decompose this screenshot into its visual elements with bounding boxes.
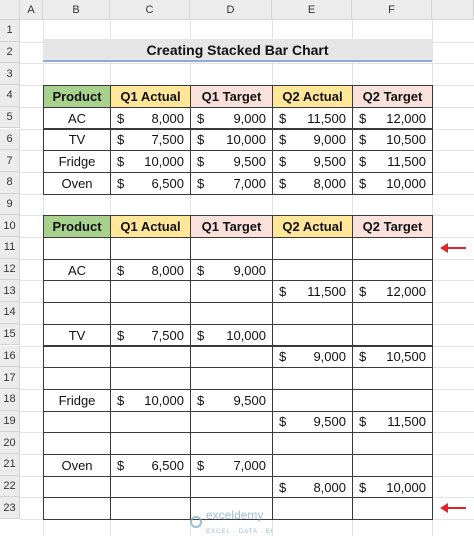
gridline-horizontal [20,63,474,64]
currency-symbol: $ [197,262,205,278]
table1-product-2[interactable] [43,150,111,173]
table2-empty-cell[interactable] [43,280,111,303]
table2-q1-actual-0-value: 8,000 [151,262,184,278]
table2-product-1[interactable] [43,324,111,347]
table1-q2-target-3-value: 10,000 [386,175,426,191]
table2-empty-cell[interactable] [352,324,433,347]
exceldemy-watermark [190,508,274,536]
table2-empty-cell[interactable] [110,302,191,325]
row-header-10[interactable]: 10 [0,215,20,237]
currency-symbol: $ [359,284,367,300]
table2-empty-cell[interactable] [110,280,191,303]
table2-q2-actual-3[interactable] [272,476,353,499]
table2-empty-cell[interactable] [190,432,273,455]
table2-empty-cell[interactable] [110,476,191,499]
table2-q1-actual-0[interactable] [110,259,191,282]
table1-q1-actual-1-value: 7,500 [151,132,184,148]
watermark-name: exceldemy [206,508,264,522]
table1-q2-actual-3-value: 8,000 [313,175,346,191]
column-header-c[interactable]: C [110,0,190,20]
table2-empty-cell[interactable] [352,389,433,412]
table1-product-3[interactable] [43,172,111,195]
row-header-19[interactable]: 19 [0,411,20,433]
column-header-e[interactable]: E [272,0,352,20]
table2-empty-cell[interactable] [272,367,353,390]
row-header-6[interactable]: 6 [0,129,20,151]
table2-empty-cell[interactable] [352,367,433,390]
currency-symbol: $ [359,479,367,495]
arrow-shaft [446,507,466,509]
currency-symbol: $ [279,479,287,495]
column-header-d[interactable]: D [190,0,272,20]
currency-symbol: $ [197,110,205,126]
table1-q1-actual-1[interactable] [110,129,191,152]
table2-empty-cell[interactable] [352,302,433,325]
table1-product-2-text: Fridge [58,154,96,170]
table2-empty-cell[interactable] [43,476,111,499]
column-header-g [432,0,474,20]
table2-header-4-text: Q2 Target [362,219,423,235]
currency-symbol: $ [359,110,367,126]
red-arrow-indicator [440,243,466,253]
table2-empty-cell[interactable] [190,280,273,303]
title-underline [43,60,432,62]
exceldemy-logo-icon [190,516,202,528]
table2-q2-actual-0[interactable] [272,280,353,303]
table1-q1-target-3-value: 7,000 [233,175,266,191]
table2-empty-cell[interactable] [110,346,191,369]
row-header-11[interactable]: 11 [0,237,20,259]
currency-symbol: $ [279,414,287,430]
table1-q1-target-0[interactable] [190,107,273,130]
table2-empty-cell[interactable] [110,432,191,455]
row-header-5[interactable]: 5 [0,107,20,129]
table2-empty-cell[interactable] [352,237,433,260]
table1-q2-actual-2-value: 9,500 [313,154,346,170]
table1-product-0[interactable] [43,107,111,130]
table2-empty-cell[interactable] [272,237,353,260]
currency-symbol: $ [359,414,367,430]
table2-empty-cell[interactable] [272,497,353,520]
table2-q1-actual-1-value: 7,500 [151,327,184,343]
table2-q1-actual-2[interactable] [110,389,191,412]
table1-header-1[interactable] [110,85,191,108]
row-header-12[interactable]: 12 [0,259,20,281]
arrow-shaft [446,247,466,249]
currency-symbol: $ [197,175,205,191]
table2-header-1[interactable] [110,215,191,238]
currency-symbol: $ [117,132,125,148]
table2-q1-target-2-value: 9,500 [233,392,266,408]
table2-q2-target-0-value: 12,000 [386,284,426,300]
table2-q2-actual-0-value: 11,500 [307,284,346,300]
table1-q1-target-2[interactable] [190,150,273,173]
column-header-a[interactable]: A [20,0,43,20]
table2-header-2[interactable] [190,215,273,238]
table2-product-0[interactable] [43,259,111,282]
table2-q2-actual-1[interactable] [272,346,353,369]
table1-header-0-text: Product [52,88,102,104]
table1-q2-target-0-value: 12,000 [386,110,426,126]
currency-symbol: $ [279,284,287,300]
table1-q1-actual-0-value: 8,000 [151,110,184,126]
currency-symbol: $ [117,175,125,191]
table2-q2-target-3-value: 10,000 [386,479,426,495]
table2-q1-target-1-value: 10,000 [226,327,266,343]
table1-product-0-text: AC [67,110,87,126]
currency-symbol: $ [279,349,287,365]
table2-q1-target-0-value: 9,000 [233,262,266,278]
table2-empty-cell[interactable] [352,454,433,477]
row-header-16[interactable]: 16 [0,346,20,368]
table2-empty-cell[interactable] [43,411,111,434]
table2-product-1-text: TV [68,327,86,343]
table2-empty-cell[interactable] [272,389,353,412]
table1-q2-target-3[interactable] [352,172,433,195]
table2-empty-cell[interactable] [272,302,353,325]
row-header-9[interactable]: 9 [0,194,20,216]
table2-empty-cell[interactable] [272,324,353,347]
table2-q1-actual-3-value: 6,500 [151,457,184,473]
table1-q2-actual-2[interactable] [272,150,353,173]
table2-empty-cell[interactable] [190,237,273,260]
table2-empty-cell[interactable] [272,259,353,282]
table1-header-0[interactable] [43,85,111,108]
table1-header-3-text: Q2 Actual [282,88,343,104]
table2-q2-target-2[interactable] [352,411,433,434]
table2-empty-cell[interactable] [43,497,111,520]
table2-product-3-text: Oven [61,457,93,473]
table1-q1-target-0-value: 9,000 [233,110,266,126]
row-header-13[interactable]: 13 [0,280,20,302]
table2-product-3[interactable] [43,454,111,477]
currency-symbol: $ [117,154,125,170]
table2-empty-cell[interactable] [352,497,433,520]
table2-empty-cell[interactable] [190,346,273,369]
column-header-f[interactable]: F [352,0,432,20]
currency-symbol: $ [197,392,205,408]
table2-empty-cell[interactable] [190,302,273,325]
currency-symbol: $ [279,132,287,148]
row-header-18[interactable]: 18 [0,389,20,411]
table2-empty-cell[interactable] [110,411,191,434]
table1-header-1-text: Q1 Actual [120,88,181,104]
table1-q2-target-1[interactable] [352,129,433,152]
currency-symbol: $ [197,154,205,170]
currency-symbol: $ [279,175,287,191]
table1-header-2-text: Q1 Target [201,88,262,104]
row-header-4[interactable]: 4 [0,85,20,107]
table1-product-1[interactable] [43,129,111,152]
watermark-tagline: EXCEL · DATA · BI [206,529,274,535]
table2-product-2[interactable] [43,389,111,412]
table1-q1-actual-2[interactable] [110,150,191,173]
table2-empty-cell[interactable] [272,454,353,477]
table1-header-4[interactable] [352,85,433,108]
table2-q2-actual-2-value: 9,500 [313,414,346,430]
row-header-3[interactable]: 3 [0,63,20,85]
row-header-8[interactable]: 8 [0,172,20,194]
currency-symbol: $ [359,132,367,148]
currency-symbol: $ [359,154,367,170]
watermark-brand [206,508,274,536]
row-header-1[interactable]: 1 [0,20,20,42]
table1-q1-target-3[interactable] [190,172,273,195]
row-header-23[interactable]: 23 [0,497,20,519]
table2-header-1-text: Q1 Actual [120,219,181,235]
table1-header-2[interactable] [190,85,273,108]
table2-q2-target-1[interactable] [352,346,433,369]
table1-q2-actual-1-value: 9,000 [313,132,346,148]
table1-q2-actual-3[interactable] [272,172,353,195]
table2-empty-cell[interactable] [43,346,111,369]
table2-q2-target-2-value: 11,500 [387,414,426,430]
red-arrow-indicator [440,503,466,513]
row-header-22[interactable]: 22 [0,476,20,498]
currency-symbol: $ [359,175,367,191]
table2-empty-cell[interactable] [110,367,191,390]
currency-symbol: $ [117,457,125,473]
table1-q2-actual-0[interactable] [272,107,353,130]
table1-q1-actual-0[interactable] [110,107,191,130]
row-header-7[interactable]: 7 [0,150,20,172]
table1-q1-actual-2-value: 10,000 [144,154,184,170]
table1-q1-target-1-value: 10,000 [226,132,266,148]
table2-header-2-text: Q1 Target [201,219,262,235]
table2-q1-actual-2-value: 10,000 [144,392,184,408]
table1-q2-target-2[interactable] [352,150,433,173]
currency-symbol: $ [279,110,287,126]
table2-empty-cell[interactable] [110,497,191,520]
table1-header-3[interactable] [272,85,353,108]
table2-empty-cell[interactable] [190,476,273,499]
currency-symbol: $ [197,132,205,148]
table2-header-3-text: Q2 Actual [282,219,343,235]
currency-symbol: $ [197,327,205,343]
table1-q2-target-1-value: 10,500 [386,132,426,148]
table2-product-0-text: AC [67,262,87,278]
row-header-14[interactable]: 14 [0,302,20,324]
table1-header-4-text: Q2 Target [362,88,423,104]
table2-q2-actual-1-value: 9,000 [313,349,346,365]
table2-empty-cell[interactable] [43,432,111,455]
row-header-15[interactable]: 15 [0,324,20,346]
sheet-title: Creating Stacked Bar Chart [43,39,432,60]
table2-q2-actual-2[interactable] [272,411,353,434]
table2-q2-target-0[interactable] [352,280,433,303]
table1-product-1-text: TV [68,132,86,148]
table1-product-3-text: Oven [61,175,93,191]
row-header-2[interactable]: 2 [0,42,20,64]
select-all-corner[interactable] [0,0,20,20]
table2-q2-actual-3-value: 8,000 [313,479,346,495]
currency-symbol: $ [117,392,125,408]
currency-symbol: $ [359,349,367,365]
table2-empty-cell[interactable] [190,367,273,390]
table2-header-3[interactable] [272,215,353,238]
currency-symbol: $ [117,262,125,278]
table2-q1-target-3-value: 7,000 [233,457,266,473]
table1-q1-target-2-value: 9,500 [233,154,266,170]
currency-symbol: $ [279,154,287,170]
table1-q2-target-2-value: 11,500 [387,154,426,170]
table1-q2-target-0[interactable] [352,107,433,130]
table2-empty-cell[interactable] [110,237,191,260]
table1-q1-actual-3[interactable] [110,172,191,195]
table2-empty-cell[interactable] [43,237,111,260]
table2-q1-target-1[interactable] [190,324,273,347]
table2-empty-cell[interactable] [352,432,433,455]
table2-q1-target-2[interactable] [190,389,273,412]
row-header-20[interactable]: 20 [0,432,20,454]
currency-symbol: $ [117,110,125,126]
table2-q1-actual-1[interactable] [110,324,191,347]
table2-header-0[interactable] [43,215,111,238]
table2-header-4[interactable] [352,215,433,238]
table2-q1-target-0[interactable] [190,259,273,282]
table1-q2-actual-0-value: 11,500 [307,110,346,126]
table2-empty-cell[interactable] [190,411,273,434]
table2-empty-cell[interactable] [272,432,353,455]
table2-q1-actual-3[interactable] [110,454,191,477]
currency-symbol: $ [197,457,205,473]
row-header-17[interactable]: 17 [0,367,20,389]
table1-q2-actual-1[interactable] [272,129,353,152]
table2-q2-target-1-value: 10,500 [386,349,426,365]
table2-q1-target-3[interactable] [190,454,273,477]
table2-empty-cell[interactable] [43,367,111,390]
table2-q2-target-3[interactable] [352,476,433,499]
table1-q1-actual-3-value: 6,500 [151,175,184,191]
currency-symbol: $ [117,327,125,343]
table2-empty-cell[interactable] [352,259,433,282]
table2-header-0-text: Product [52,219,102,235]
table2-product-2-text: Fridge [58,392,96,408]
table2-empty-cell[interactable] [43,302,111,325]
column-header-b[interactable]: B [43,0,110,20]
table1-q1-target-1[interactable] [190,129,273,152]
row-header-21[interactable]: 21 [0,454,20,476]
